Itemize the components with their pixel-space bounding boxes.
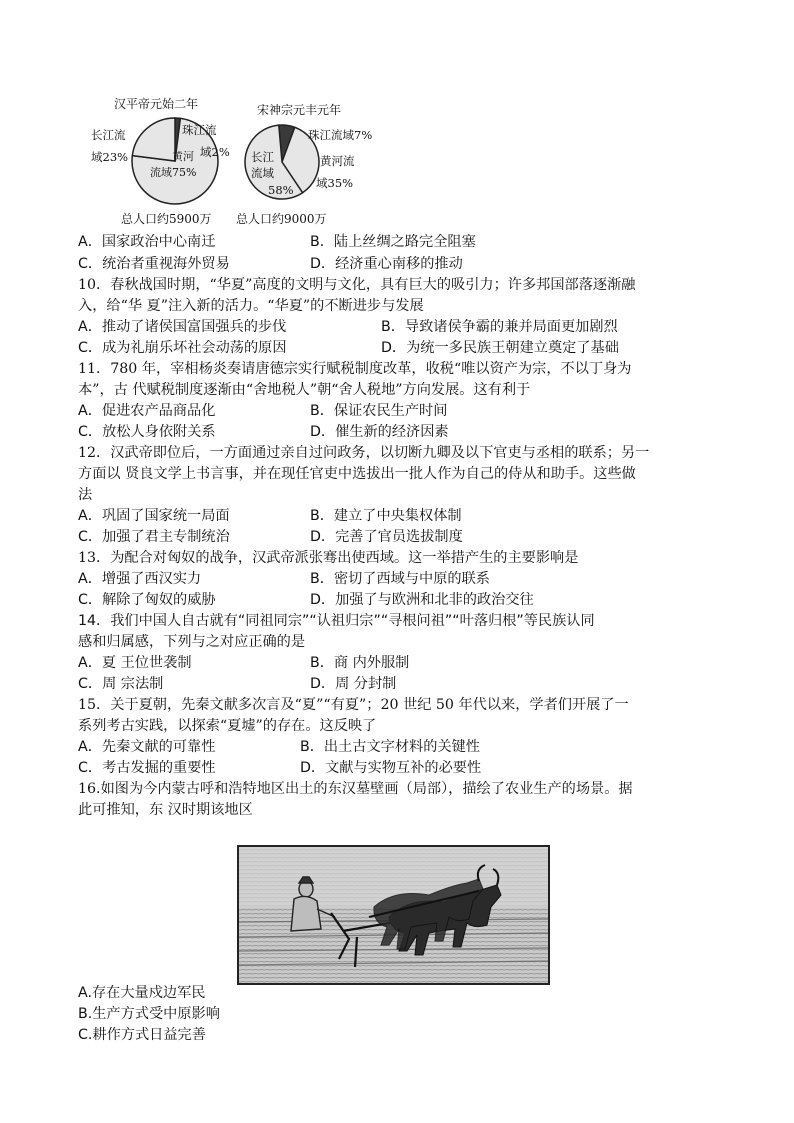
q9-option-b: B．陆上丝绸之路完全阻塞 xyxy=(310,234,476,250)
q15-option-a: A．先秦文献的可靠性 xyxy=(78,739,216,755)
q14-option-c: C．周 宗法制 xyxy=(78,676,164,692)
q10-option-a: A．推动了诸侯国富国强兵的步伐 xyxy=(78,319,287,335)
q14-option-b: B．商 内外服制 xyxy=(310,655,410,671)
q11-option-b: B．保证农民生产时间 xyxy=(310,403,448,419)
q12-option-a: A．巩固了国家统一局面 xyxy=(78,508,230,524)
q9-option-c: C．统治者重视海外贸易 xyxy=(78,256,230,272)
label-han-huanghe-2: 流域75% xyxy=(150,166,197,179)
q16-option-b: B.生产方式受中原影响 xyxy=(78,1006,220,1022)
q14-stem-1: 14．我们中国人自古就有“同祖同宗”“认祖归宗”“寻根问祖”“叶落归根”等民族认同 xyxy=(78,613,595,629)
q12-option-b: B．建立了中央集权体制 xyxy=(310,508,462,524)
label-song-changjiang-1: 长江 xyxy=(251,150,274,164)
label-song-zhujiang: 珠江流域7% xyxy=(308,128,373,142)
q12-option-d: D．完善了官员选拔制度 xyxy=(310,529,463,545)
q14-option-a: A．夏 王位世袭制 xyxy=(78,655,192,671)
label-song-huanghe-1: 黄河流 xyxy=(320,154,355,168)
label-song-changjiang-2: 流域 xyxy=(251,166,274,180)
chart-title-song: 宋神宗元丰元年 xyxy=(257,103,342,117)
label-han-changjiang-1: 长江流 xyxy=(91,128,126,142)
label-han-huanghe-1: 黄河 xyxy=(172,150,194,163)
q10-option-c: C．成为礼崩乐坏社会动荡的原因 xyxy=(78,340,287,356)
q15-stem-1: 15．关于夏朝，先秦文献多次言及“夏”“有夏”；20 世纪 50 年代以来，学者们开展了一 xyxy=(78,697,629,713)
q15-stem-2: 系列考古实践，以探索“夏墟”的存在。这反映了 xyxy=(78,718,377,734)
q13-option-b: B．密切了西域与中原的联系 xyxy=(310,571,490,587)
q12-stem-2: 方面以 贤良文学上书言事，并在现任官吏中选拔出一批人作为自己的侍从和助手。这些做 xyxy=(78,466,636,482)
q15-option-b: B．出土古文字材料的关键性 xyxy=(300,739,480,755)
q13-stem-1: 13．为配合对匈奴的战争，汉武帝派张骞出使西域。这一举措产生的主要影响是 xyxy=(78,550,579,566)
q11-stem-2: 本”，古 代赋税制度逐渐由“舍地税人”朝“舍人税地”方向发展。这有利于 xyxy=(78,382,531,398)
q15-option-d: D．文献与实物互补的必要性 xyxy=(300,760,482,776)
q16-option-c: C.耕作方式日益完善 xyxy=(78,1027,206,1043)
q9-option-d: D．经济重心南移的推动 xyxy=(310,256,463,272)
q15-option-c: C．考古发掘的重要性 xyxy=(78,760,216,776)
q10-option-b: B．导致诸侯争霸的兼并局面更加剧烈 xyxy=(381,319,618,335)
q10-stem-1: 10．春秋战国时期，“华夏”高度的文明与文化，具有巨大的吸引力；许多邦国部落逐渐融 xyxy=(78,277,636,293)
q12-option-c: C．加强了君主专制统治 xyxy=(78,529,230,545)
q13-option-d: D．加强了与欧洲和北非的政治交往 xyxy=(310,592,534,608)
q16-stem-1: 16.如图为今内蒙古呼和浩特地区出土的东汉墓壁画（局部），描绘了农业生产的场景。据 xyxy=(78,781,633,797)
total-han: 总人口约5900万 xyxy=(121,212,212,226)
q12-stem-3: 法 xyxy=(78,487,93,503)
q14-stem-2: 感和归属感，下列与之对应正确的是 xyxy=(78,634,306,650)
mural-ox-plowing-illustration xyxy=(239,847,548,983)
q16-stem-2: 此可推知，东 汉时期该地区 xyxy=(78,802,253,818)
chart-title-han: 汉平帝元始二年 xyxy=(114,97,199,111)
label-song-changjiang-3: 58% xyxy=(268,183,294,197)
q10-option-d: D．为统一多民族王朝建立奠定了基础 xyxy=(381,340,619,356)
q14-option-d: D．周 分封制 xyxy=(310,676,397,692)
label-han-zhujiang-1: 珠江流 xyxy=(182,123,217,137)
total-song: 总人口约9000万 xyxy=(236,212,327,226)
q11-option-d: D．催生新的经济因素 xyxy=(310,424,449,440)
q11-option-c: C．放松人身依附关系 xyxy=(78,424,216,440)
q12-stem-1: 12．汉武帝即位后，一方面通过亲自过问政务，以切断九卿及以下官吏与丞相的联系；另一 xyxy=(78,445,650,461)
q13-option-c: C．解除了匈奴的威胁 xyxy=(78,592,216,608)
label-han-changjiang-2: 域23% xyxy=(91,150,129,164)
q11-stem-1: 11．780 年，宰相杨炎奏请唐德宗实行赋税制度改革，收税“唯以资产为宗，不以丁身为 xyxy=(78,361,632,377)
label-song-huanghe-2: 域35% xyxy=(316,176,354,190)
pie-slice xyxy=(132,118,175,161)
label-han-zhujiang-2: 域2% xyxy=(200,145,230,159)
mural-image xyxy=(237,845,550,985)
q10-stem-2: 入，给“华 夏”注入新的活力。“华夏”的不断进步与发展 xyxy=(78,298,424,314)
q13-option-a: A．增强了西汉实力 xyxy=(78,571,202,587)
q9-option-a: A．国家政治中心南迁 xyxy=(78,234,216,250)
q16-option-a: A.存在大量戍边军民 xyxy=(78,985,206,1001)
q11-option-a: A．促进农产品商品化 xyxy=(78,403,216,419)
